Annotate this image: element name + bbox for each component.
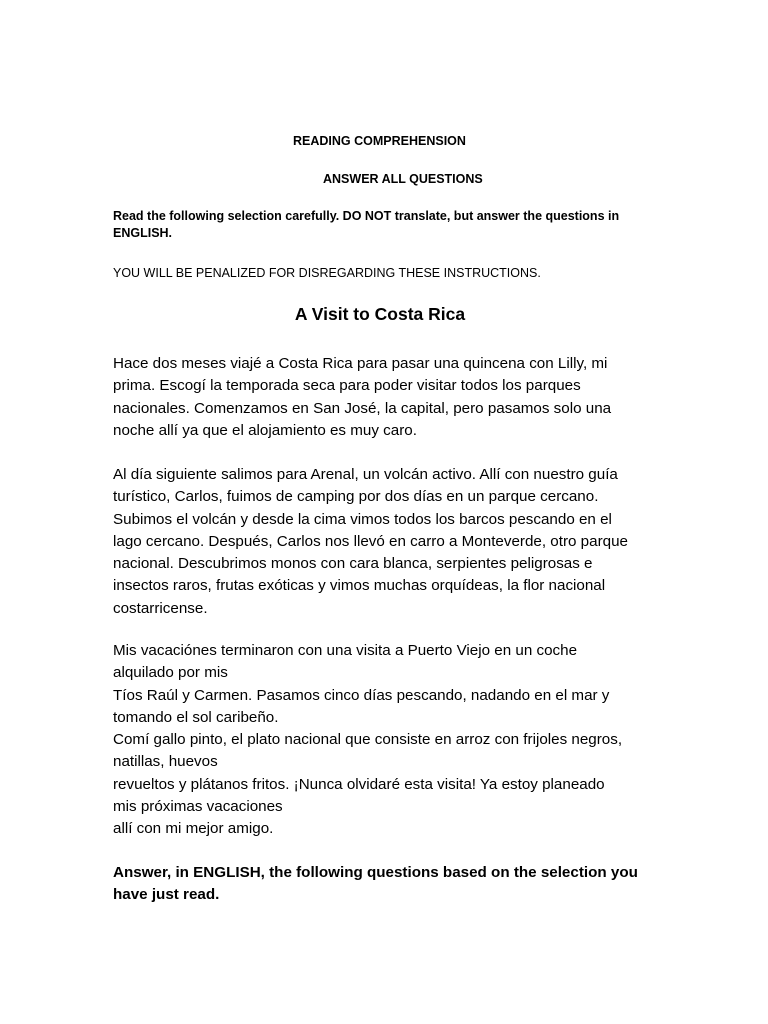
paragraph-line: allí con mi mejor amigo. (113, 820, 274, 838)
instruction-read-carefully: Read the following selection carefully. DO NOT translate, but answer the questions in ENGLISH. (113, 209, 620, 240)
paragraph-line: tomando el sol caribeño. (113, 708, 279, 726)
paragraph-line: Mis vacaciónes terminaron con una visita a Puerto Viejo en un coche (113, 642, 578, 659)
paragraph-line: Tíos Raúl y Carmen. Pasamos cinco días pescando, nadando en el mar y (113, 686, 610, 704)
paragraph-line: alquilado por mis (113, 664, 228, 682)
paragraph-line: mis próximas vacaciones (113, 798, 283, 816)
paragraph-line: Subimos el volcán y desde la cima vimos todos los barcos pescando en el (113, 510, 612, 528)
heading-answer-all-questions: ANSWER ALL QUESTIONS (323, 172, 483, 186)
paragraph-line: Comí gallo pinto, el plato nacional que consiste en arroz con frijoles negros, (113, 731, 623, 749)
paragraph-line: noche allí ya que el alojamiento es muy caro. (113, 421, 417, 439)
paragraph-line: turístico, Carlos, fuimos de camping por dos días en un parque cercano. (113, 488, 599, 506)
paragraph-line: nacionales. Comenzamos en San José, la capital, pero pasamos solo una (113, 399, 612, 417)
paragraph-line: prima. Escogí la temporada seca para poder visitar todos los parques (113, 377, 581, 395)
instruction-penalty-warning: YOU WILL BE PENALIZED FOR DISREGARDING THESE INSTRUCTIONS. (113, 266, 541, 280)
heading-reading-comprehension: READING COMPREHENSION (293, 134, 466, 148)
paragraph-line: revueltos y plátanos fritos. ¡Nunca olvidaré esta visita! Ya estoy planeado (113, 775, 605, 793)
paragraph-line: Al día siguiente salimos para Arenal, un volcán activo. Allí con nuestro guía (113, 466, 618, 483)
passage-paragraph-1 (113, 353, 658, 442)
passage-paragraph-3 (113, 640, 658, 841)
paragraph-line: costarricense. (113, 599, 208, 617)
paragraph-line: insectos raros, frutas exóticas y vimos muchas orquídeas, la flor nacional (113, 577, 606, 595)
question-prompt (113, 862, 658, 907)
question-prompt-line: have just read. (113, 886, 220, 904)
paragraph-line: nacional. Descubrimos monos con cara blanca, serpientes peligrosas e (113, 555, 593, 573)
paragraph-line: lago cercano. Después, Carlos nos llevó en carro a Monteverde, otro parque (113, 532, 628, 550)
passage-title: A Visit to Costa Rica (294, 304, 466, 324)
paragraph-line: natillas, huevos (113, 753, 218, 771)
paragraph-line: Hace dos meses viajé a Costa Rica para pasar una quincena con Lilly, mi (113, 355, 608, 372)
question-prompt-line: Answer, in ENGLISH, the following questions based on the selection you (113, 864, 638, 881)
passage-paragraph-2 (113, 464, 658, 620)
